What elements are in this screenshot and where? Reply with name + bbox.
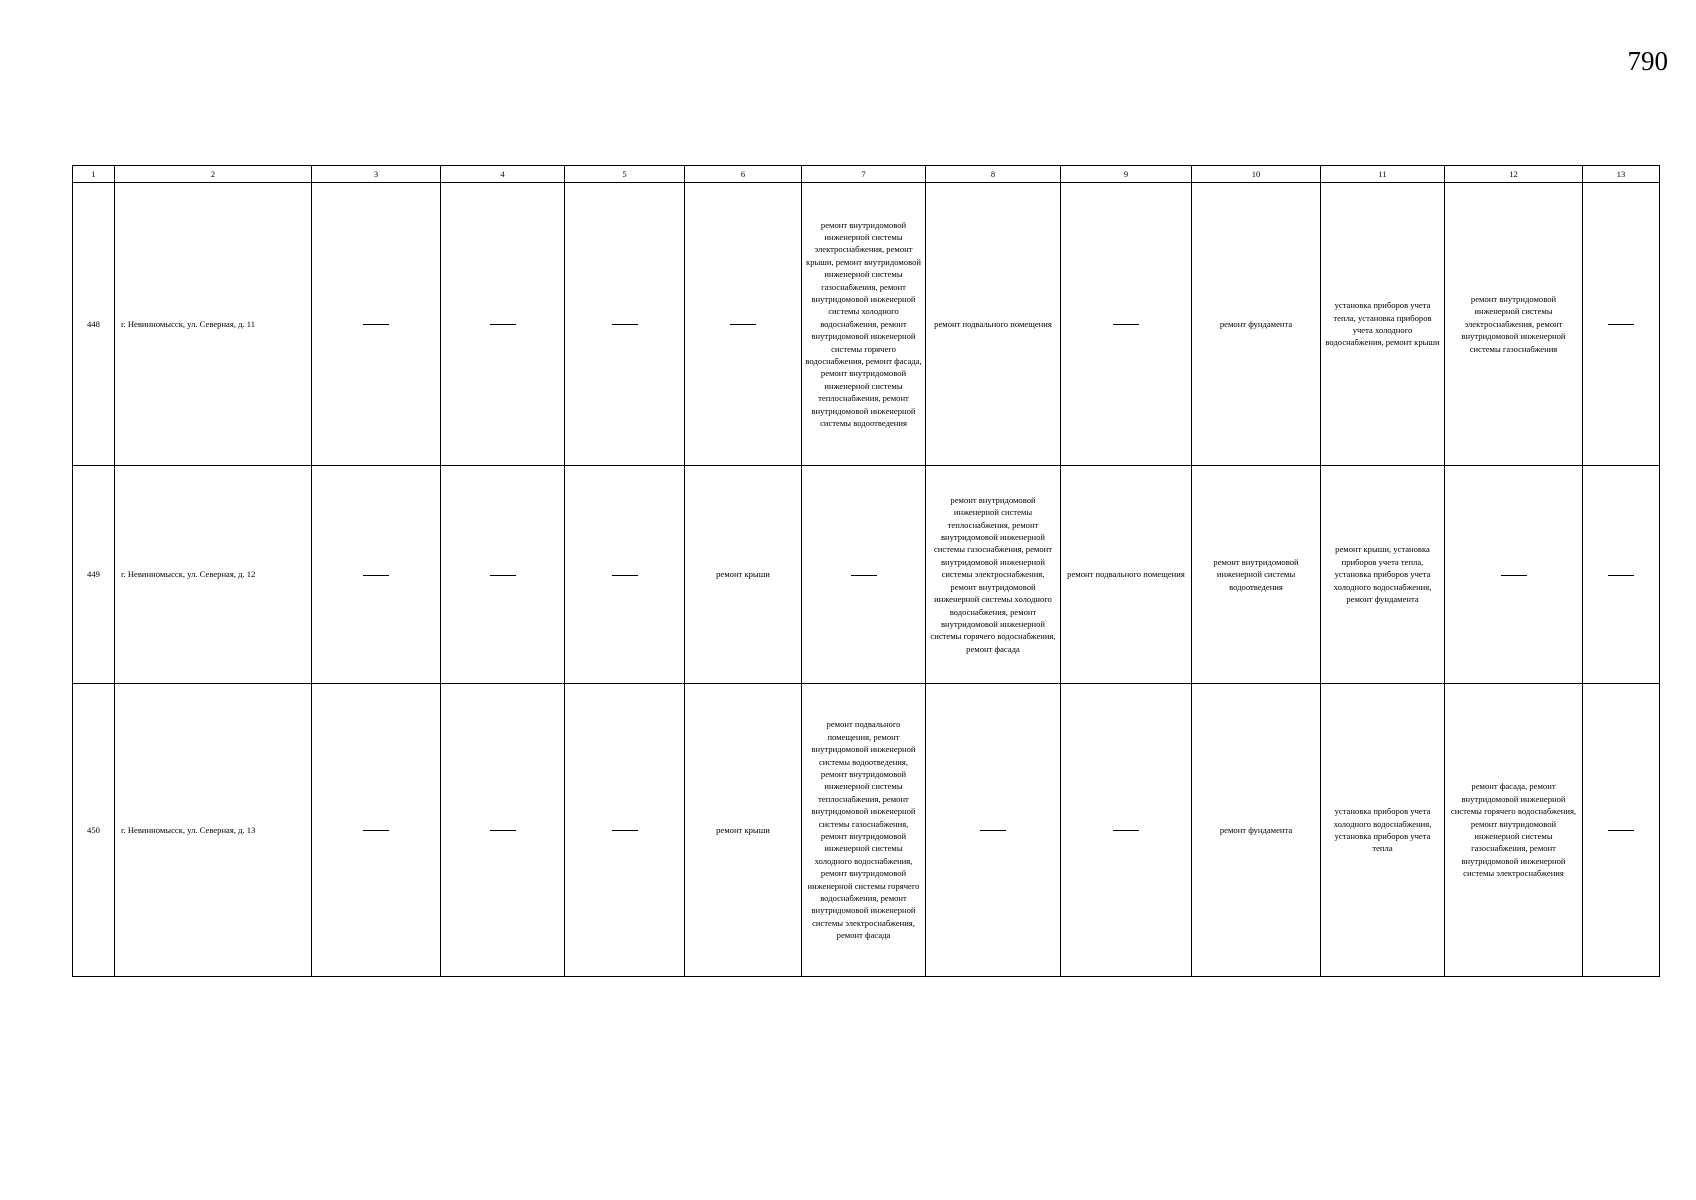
dash-mark bbox=[612, 575, 638, 576]
empty-dash-cell bbox=[926, 684, 1061, 977]
table-row bbox=[73, 183, 1660, 466]
dash-mark bbox=[490, 575, 516, 576]
column-number-2: 2 bbox=[115, 166, 312, 183]
column-number-4: 4 bbox=[441, 166, 565, 183]
dash-mark bbox=[1608, 830, 1634, 831]
work-description-cell: ремонт крыши bbox=[685, 684, 802, 977]
empty-dash-cell bbox=[565, 466, 685, 684]
dash-mark bbox=[363, 830, 389, 831]
row-number: 450 bbox=[73, 684, 115, 977]
empty-dash-cell bbox=[312, 466, 441, 684]
row-number: 448 bbox=[73, 183, 115, 466]
work-description-cell: ремонт внутридомовой инженерной системы электроснабжения, ремонт крыши, ремонт внутридомовой инженерной системы газоснабжения, ремонт внутридомовой инженерной системы холодного водоснабжения, ремонт внутридомовой инженерной системы горячего водоснабжения, ремонт фасада, ремонт внутридомовой инженерной системы теплоснабжения, ремонт внутридомовой инженерной системы водоотведения bbox=[802, 183, 926, 466]
dash-mark bbox=[730, 324, 756, 325]
work-description-cell: установка приборов учета холодного водоснабжения, установка приборов учета тепла bbox=[1321, 684, 1445, 977]
dash-mark bbox=[1501, 575, 1527, 576]
dash-mark bbox=[490, 830, 516, 831]
empty-dash-cell bbox=[802, 466, 926, 684]
table-row bbox=[73, 684, 1660, 977]
repair-schedule-table bbox=[72, 165, 1660, 977]
work-description-cell: ремонт внутридомовой инженерной системы теплоснабжения, ремонт внутридомовой инженерной системы газоснабжения, ремонт внутридомовой инженерной системы электроснабжения, ремонт внутридомовой инженерной системы холодного водоснабжения, ремонт внутридомовой инженерной системы горячего водоснабжения, ремонт фасада bbox=[926, 466, 1061, 684]
dash-mark bbox=[1113, 324, 1139, 325]
column-number-13: 13 bbox=[1583, 166, 1660, 183]
empty-dash-cell bbox=[565, 684, 685, 977]
table-row bbox=[73, 466, 1660, 684]
work-description-cell: установка приборов учета тепла, установка приборов учета холодного водоснабжения, ремонт крыши bbox=[1321, 183, 1445, 466]
empty-dash-cell bbox=[565, 183, 685, 466]
work-description-cell: ремонт подвального помещения bbox=[926, 183, 1061, 466]
empty-dash-cell bbox=[312, 183, 441, 466]
address-cell: г. Невинномысск, ул. Северная, д. 12 bbox=[115, 466, 312, 684]
dash-mark bbox=[363, 575, 389, 576]
column-number-1: 1 bbox=[73, 166, 115, 183]
column-number-8: 8 bbox=[926, 166, 1061, 183]
dash-mark bbox=[490, 324, 516, 325]
column-number-6: 6 bbox=[685, 166, 802, 183]
dash-mark bbox=[1113, 830, 1139, 831]
empty-dash-cell bbox=[1583, 684, 1660, 977]
column-number-11: 11 bbox=[1321, 166, 1445, 183]
column-number-3: 3 bbox=[312, 166, 441, 183]
empty-dash-cell bbox=[1061, 183, 1192, 466]
dash-mark bbox=[851, 575, 877, 576]
dash-mark bbox=[1608, 324, 1634, 325]
work-description-cell: ремонт фасада, ремонт внутридомовой инженерной системы горячего водоснабжения, ремонт внутридомовой инженерной системы газоснабжения, ремонт внутридомовой инженерной системы электроснабжения bbox=[1445, 684, 1583, 977]
table-body bbox=[73, 166, 1660, 977]
work-description-cell: ремонт внутридомовой инженерной системы электроснабжения, ремонт внутридомовой инженерной системы газоснабжения bbox=[1445, 183, 1583, 466]
empty-dash-cell bbox=[1061, 684, 1192, 977]
column-number-10: 10 bbox=[1192, 166, 1321, 183]
work-description-cell: ремонт подвального помещения, ремонт внутридомовой инженерной системы водоотведения, ремонт внутридомовой инженерной системы теплоснабжения, ремонт внутридомовой инженерной системы газоснабжения, ремонт внутридомовой инженерной системы холодного водоснабжения, ремонт внутридомовой инженерной системы горячего водоснабжения, ремонт внутридомовой инженерной системы электроснабжения, ремонт фасада bbox=[802, 684, 926, 977]
dash-mark bbox=[1608, 575, 1634, 576]
address-cell: г. Невинномысск, ул. Северная, д. 13 bbox=[115, 684, 312, 977]
empty-dash-cell bbox=[1583, 183, 1660, 466]
column-number-row bbox=[73, 166, 1660, 183]
page-number: 790 bbox=[1627, 46, 1668, 76]
column-number-7: 7 bbox=[802, 166, 926, 183]
empty-dash-cell bbox=[441, 183, 565, 466]
empty-dash-cell bbox=[312, 684, 441, 977]
dash-mark bbox=[612, 830, 638, 831]
column-number-5: 5 bbox=[565, 166, 685, 183]
empty-dash-cell bbox=[441, 684, 565, 977]
work-description-cell: ремонт крыши, установка приборов учета тепла, установка приборов учета холодного водоснабжения, ремонт фундамента bbox=[1321, 466, 1445, 684]
work-description-cell: ремонт фундамента bbox=[1192, 183, 1321, 466]
dash-mark bbox=[363, 324, 389, 325]
column-number-9: 9 bbox=[1061, 166, 1192, 183]
empty-dash-cell bbox=[441, 466, 565, 684]
row-number: 449 bbox=[73, 466, 115, 684]
work-description-cell: ремонт внутридомовой инженерной системы водоотведения bbox=[1192, 466, 1321, 684]
dash-mark bbox=[980, 830, 1006, 831]
empty-dash-cell bbox=[1445, 466, 1583, 684]
empty-dash-cell bbox=[1583, 466, 1660, 684]
work-description-cell: ремонт подвального помещения bbox=[1061, 466, 1192, 684]
column-number-12: 12 bbox=[1445, 166, 1583, 183]
dash-mark bbox=[612, 324, 638, 325]
empty-dash-cell bbox=[685, 183, 802, 466]
work-description-cell: ремонт крыши bbox=[685, 466, 802, 684]
address-cell: г. Невинномысск, ул. Северная, д. 11 bbox=[115, 183, 312, 466]
work-description-cell: ремонт фундамента bbox=[1192, 684, 1321, 977]
